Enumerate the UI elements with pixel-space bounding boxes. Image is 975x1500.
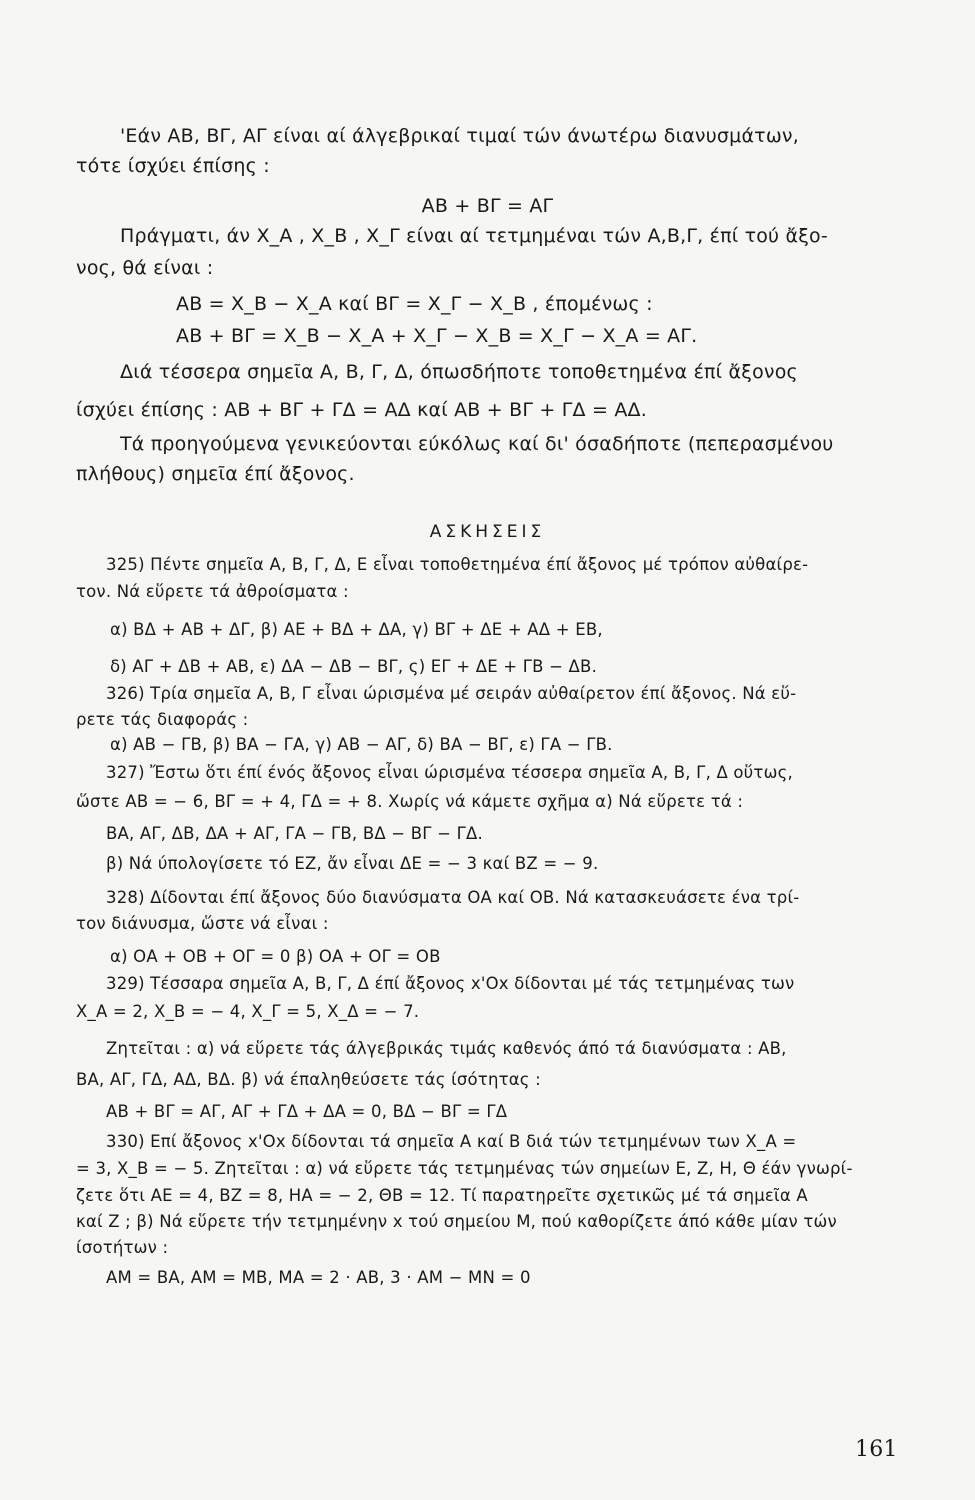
exercise-line: ὥστε ΑΒ = − 6, ΒΓ = + 4, ΓΔ = + 8. Χωρίς νά κάμετε σχῆμα α) Νά εὕρετε τά : — [76, 792, 744, 811]
page-number: 161 — [855, 1437, 898, 1462]
paragraph-line: Διά τέσσερα σημεῖα Α, Β, Γ, Δ, όπωσδήποτε τοποθετημένα έπί ἄξονος — [120, 361, 798, 383]
formula-line: ΑΒ = X_B − X_A καί ΒΓ = X_Γ − X_B , έπομένως : — [176, 293, 653, 315]
exercise-line: 325) Πέντε σημεῖα Α, Β, Γ, Δ, Ε εἶναι τοποθετημένα έπί ἄξονος μέ τρόπον αὐθαίρε- — [106, 555, 809, 574]
exercise-line: 329) Τέσσαρα σημεῖα Α, Β, Γ, Δ έπί ἄξονος x'Οx δίδονται μέ τάς τετμημένας των — [106, 974, 795, 993]
paragraph-line: Τά προηγούμενα γενικεύονται εύκόλως καί δι' όσαδήποτε (πεπερασμένου — [120, 433, 834, 455]
paragraph-line: ίσχύει έπίσης : ΑΒ + ΒΓ + ΓΔ = ΑΔ καί ΑΒ + ΒΓ + ΓΔ = ΑΔ. — [76, 399, 647, 421]
exercise-line: ΒΑ, ΑΓ, ΔΒ, ΔΑ + ΑΓ, ΓΑ − ΓΒ, ΒΔ − ΒΓ − ΓΔ. — [106, 824, 483, 843]
paragraph-line: νος, θά είναι : — [76, 257, 214, 279]
formula-line: ΑΒ + ΒΓ = ΑΓ — [421, 195, 554, 217]
exercise-line: 326) Τρία σημεῖα Α, Β, Γ εἶναι ώρισμένα μέ σειράν αὐθαίρετον έπί ἄξονος. Νά εὕ- — [106, 684, 797, 703]
paragraph-line: τότε ίσχύει έπίσης : — [76, 155, 270, 177]
exercise-line: β) Νά ύπολογίσετε τό ΕΖ, ἄν εἶναι ΔΕ = − 3 καί ΒΖ = − 9. — [106, 854, 599, 873]
exercise-line: 328) Δίδονται έπί ἄξονος δύο διανύσματα ΟΑ καί ΟΒ. Νά κατασκευάσετε ένα τρί- — [106, 888, 800, 907]
exercise-line: τον. Νά εὕρετε τά ἀθροίσματα : — [76, 582, 349, 601]
exercise-line: τον διάνυσμα, ὥστε νά εἶναι : — [76, 914, 329, 933]
exercise-line: καί Ζ ; β) Νά εὕρετε τήν τετμημένην x τού σημείου Μ, πού καθορίζετε άπό κάθε μίαν τών — [76, 1212, 837, 1231]
exercise-line: 327) Ἔστω ὅτι έπί ένός ἄξονος εἶναι ώρισμένα τέσσερα σημεῖα Α, Β, Γ, Δ οὕτως, — [106, 763, 793, 782]
exercise-line: α) ΟΑ + ΟΒ + ΟΓ = 0 β) ΟΑ + ΟΓ = ΟΒ — [110, 947, 441, 966]
paragraph-line: Πράγματι, άν X_A , X_B , X_Γ είναι αί τετμημέναι τών Α,Β,Γ, έπί τού ἄξο- — [120, 225, 828, 247]
exercise-line: = 3, X_B = − 5. Ζητεῖται : α) νά εὕρετε τάς τετμημένας τών σημείων Ε, Ζ, Η, Θ έάν γνωρί- — [76, 1159, 853, 1178]
exercise-line: δ) ΑΓ + ΔΒ + ΑΒ, ε) ΔΑ − ΔΒ − ΒΓ, ς) ΕΓ + ΔΕ + ΓΒ − ΔΒ. — [110, 657, 598, 676]
exercise-line: ΒΑ, ΑΓ, ΓΔ, ΑΔ, ΒΔ. β) νά έπαληθεύσετε τάς ίσότητας : — [76, 1070, 541, 1089]
paragraph-line: 'Εάν ΑΒ, ΒΓ, ΑΓ είναι αί άλγεβρικαί τιμαί τών άνωτέρω διανυσμάτων, — [120, 125, 799, 147]
exercise-line: Ζητεῖται : α) νά εὕρετε τάς άλγεβρικάς τιμάς καθενός άπό τά διανύσματα : ΑΒ, — [106, 1039, 787, 1058]
exercise-line: ίσοτήτων : — [76, 1238, 169, 1257]
exercise-line: X_A = 2, X_B = − 4, X_Γ = 5, X_Δ = − 7. — [76, 1002, 420, 1021]
exercise-line: ζετε ὅτι ΑΕ = 4, ΒΖ = 8, ΗΑ = − 2, ΘΒ = 12. Τί παρατηρεῖτε σχετικῶς μέ τά σημεῖα Α — [76, 1186, 808, 1205]
exercise-line: α) ΑΒ − ΓΒ, β) ΒΑ − ΓΑ, γ) ΑΒ − ΑΓ, δ) ΒΑ − ΒΓ, ε) ΓΑ − ΓΒ. — [110, 735, 613, 754]
exercise-line: ρετε τάς διαφοράς : — [76, 710, 249, 729]
exercise-line: ΑΒ + ΒΓ = ΑΓ, ΑΓ + ΓΔ + ΔΑ = 0, ΒΔ − ΒΓ = ΓΔ — [106, 1102, 508, 1121]
exercise-line: ΑΜ = ΒΑ, ΑΜ = ΜΒ, ΜΑ = 2 · ΑΒ, 3 · ΑΜ − ΜΝ = 0 — [106, 1268, 531, 1287]
exercise-line: α) ΒΔ + ΑΒ + ΔΓ, β) ΑΕ + ΒΔ + ΔΑ, γ) ΒΓ + ΔΕ + ΑΔ + ΕΒ, — [110, 620, 603, 639]
paragraph-line: πλήθους) σημεῖα έπί ἄξονος. — [76, 463, 355, 485]
exercise-line: 330) Επί ἄξονος x'Οx δίδονται τά σημεῖα Α καί Β διά τών τετμημένων των X_A = — [106, 1132, 797, 1151]
formula-line: ΑΒ + ΒΓ = X_B − X_A + X_Γ − X_B = X_Γ − X_A = ΑΓ. — [176, 325, 698, 347]
exercises-heading: ΑΣΚΗΣΕΙΣ — [429, 522, 546, 542]
